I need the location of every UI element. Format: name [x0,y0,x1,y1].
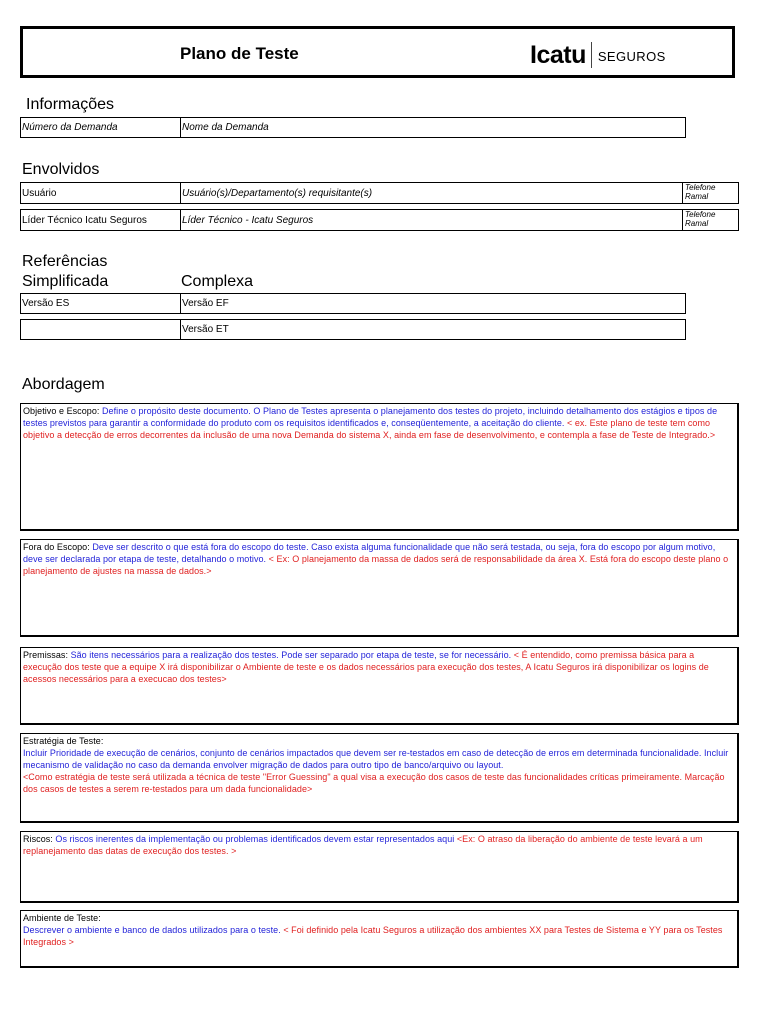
section-referencias-title: Referências [22,253,108,270]
premissas-example: < É entendido, como premissa básica para a execução dos teste que a equipe X irá disponibilizar o Ambiente de teste e os dados necessários para execução dos testes, A Icatu Seguros irá disponibilizar os logins de acessos necessários para a execucao dos testes> [23,650,709,684]
riscos-description: Os riscos inerentes da implementação ou problemas identificados devem estar representados aqui [55,834,457,844]
fora-description: Deve ser descrito o que está fora do escopo do teste. Caso exista alguma funcionalidade que não será testada, ou seja, fora do escopo por algum motivo, deve ser declarada por etapa de teste, detalhando o motivo. [23,542,716,564]
simplificada-heading: Simplificada [22,273,109,290]
riscos-label: Riscos: [23,834,56,844]
objetivo-label: Objetivo e Escopo: [23,406,102,416]
referencias-row-1 [20,293,686,314]
fora-example: < Ex: O planejamento da massa de dados será de responsabilidade da área X. Está fora do escopo deste plano o planejamento de ajustes na massa de dados.> [23,554,729,576]
lider-phone[interactable] [683,210,715,228]
telefone-label: Telefone [685,210,716,219]
nome-demanda-field[interactable]: Nome da Demanda [182,122,269,133]
envolvidos-row-usuario [20,182,739,204]
ramal-label: Ramal [685,219,709,228]
riscos-block[interactable] [20,831,739,903]
informacoes-row [20,117,686,138]
lider-label: Líder Técnico Icatu Seguros [22,214,147,226]
logo-main-text: Icatu [530,40,586,69]
ambiente-label: Ambiente de Teste: [23,913,101,923]
premissas-label: Premissas: [23,650,71,660]
ambiente-block[interactable] [20,910,739,968]
objetivo-escopo-block[interactable] [20,403,739,531]
usuario-label: Usuário [22,187,57,199]
lider-field[interactable]: Líder Técnico - Icatu Seguros [182,214,314,226]
objetivo-example: < ex. Este plano de teste tem como objetivo a detecção de erros decorrentes da inclusão de uma nova Demanda do sistema X, ainda em fase de desenvolvimento, e contempla a fase de Teste de Integrado.> [23,418,716,440]
referencias-row-2 [20,319,686,340]
section-informacoes-title: Informações [26,96,115,113]
usuario-phone[interactable] [683,183,715,201]
icatu-logo [530,40,666,70]
estrategia-description: Incluir Prioridade de execução de cenários, conjunto de cenários impactados que devem ser re-testados em caso de detecção de erros em determinada funcionalidade. Incluir mecanismo de validação no caso da demanda envolver migração de dados para outro tipo de banco/arquivo ou layout. [23,748,729,770]
usuario-field[interactable]: Usuário(s)/Departamento(s) requisitante(s) [182,187,373,199]
telefone-label: Telefone [685,183,716,192]
logo-divider [591,42,592,68]
ambiente-example: < Foi definido pela Icatu Seguros a utilização dos ambientes XX para Testes de Sistema e YY para os Testes Integrados > [23,925,723,947]
estrategia-block[interactable] [20,733,739,823]
estrategia-label: Estratégia de Teste: [23,736,104,746]
versao-et-field[interactable]: Versão ET [182,324,229,335]
logo-sub-text: SEGUROS [597,49,666,64]
premissas-block[interactable] [20,647,739,725]
complexa-heading: Complexa [181,273,254,290]
empty-cell[interactable] [21,320,180,339]
section-envolvidos-title: Envolvidos [22,161,100,178]
versao-es-field[interactable]: Versão ES [22,298,70,309]
fora-label: Fora do Escopo: [23,542,93,552]
page-title: Plano de Teste [180,44,299,63]
envolvidos-row-lider [20,209,739,231]
fora-escopo-block[interactable] [20,539,739,637]
objetivo-description: Define o propósito deste documento. O Plano de Testes apresenta o planejamento dos testes do projeto, incluindo detalhamento dos estágios e tipos de testes previstos para garantir a conformidade do produto com os requisitos identificados e, conseqüentemente, a aceitação do cliente. [23,406,718,428]
ambiente-description: Descrever o ambiente e banco de dados utilizados para o teste. [23,925,284,935]
ramal-label: Ramal [685,192,709,201]
riscos-example: <Ex: O atraso da liberação do ambiente de teste levará a um replanejamento das datas de execução dos testes. > [23,834,703,856]
numero-demanda-field[interactable]: Número da Demanda [22,122,118,133]
estrategia-example: <Como estratégia de teste será utilizada a técnica de teste "Error Guessing" a qual visa a execução dos casos de teste das funcionalidades críticas primeiramente. Marcação dos casos de testes a serem re-testados para um dada funcionalidade> [23,772,725,794]
versao-ef-field[interactable]: Versão EF [182,298,229,309]
section-abordagem-title: Abordagem [22,376,105,393]
premissas-description: São itens necessários para a realização dos testes. Pode ser separado por etapa de teste, se for necessário. [70,650,514,660]
